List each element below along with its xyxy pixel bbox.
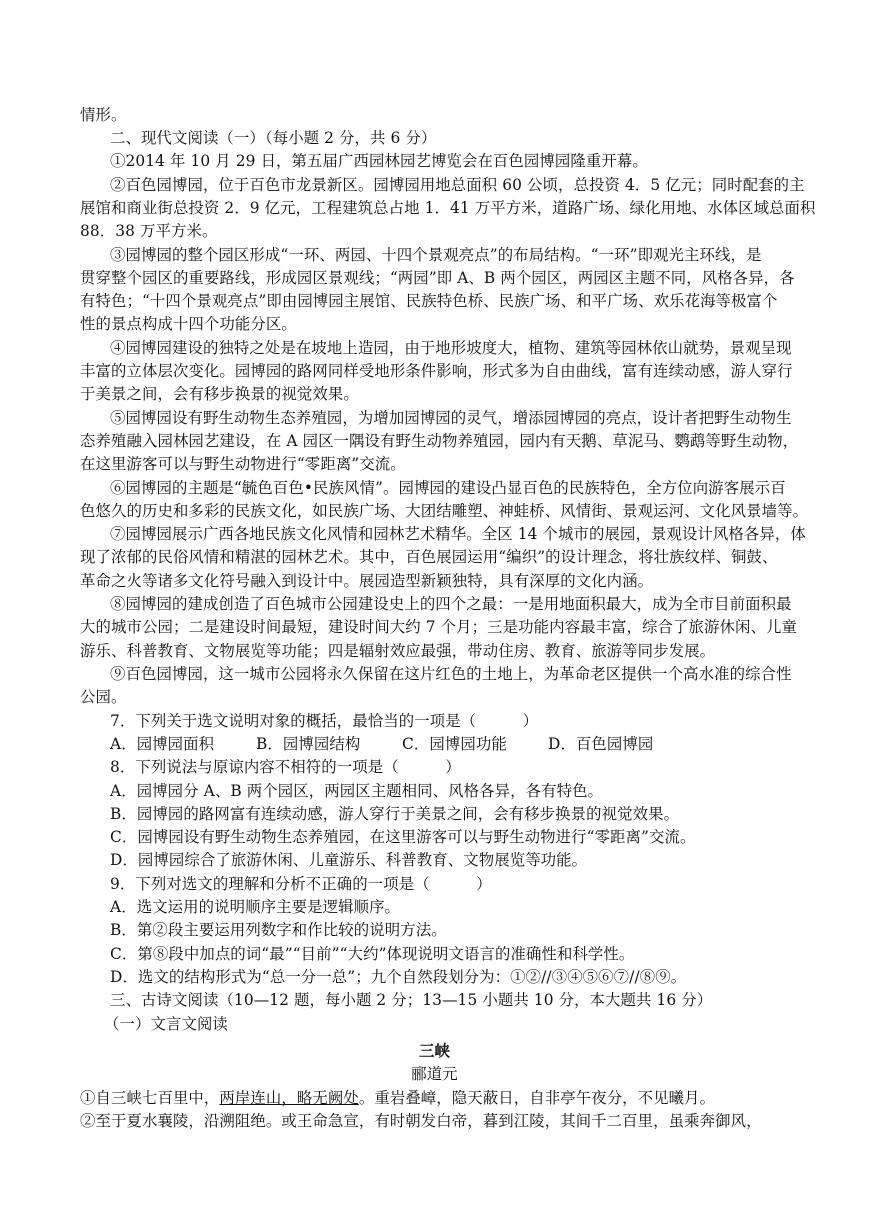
question-8: 8．下列说法与原谅内容不相符的一项是（ ） <box>110 758 461 776</box>
text-line: 情形。 <box>80 106 127 124</box>
classical-paragraph-2: ②至于夏水襄陵，沿溯阻绝。或王命急宣，有时朝发白帝，暮到江陵，其间千二百里，虽乘奔御风， <box>80 1112 762 1130</box>
paragraph-7: ⑦园博园展示广西各地民族文化风情和园林艺术精华。全区 14 个城市的展园，景观设计风格各异，体 <box>110 525 806 543</box>
option-d: D．园博园综合了旅游休闲、儿童游乐、科普教育、文物展览等功能。 <box>110 851 588 869</box>
text-line: 在这里游客可以与野生动物进行“零距离”交流。 <box>80 455 406 473</box>
text-line: 革命之火等诸多文化符号融入到设计中。展园造型新颖独特，具有深厚的文化内涵。 <box>80 572 654 590</box>
question-7: 7．下列关于选文说明对象的概括，最恰当的一项是（ ） <box>110 712 539 730</box>
text-line: 游乐、科普教育、文物展览等功能；四是辐射效应最强，带动住房、教育、旅游等同步发展。 <box>80 642 716 660</box>
text-line: 公园。 <box>80 688 127 706</box>
text-line: 丰富的立体层次变化。园博园的路网同样受地形条件影响，形式多为自由曲线，富有连续动感，游人穿行 <box>80 362 793 380</box>
paragraph-9: ⑨百色园博园，这一城市公园将永久保留在这片红色的土地上，为革命老区提供一个高水准的综合性 <box>110 665 792 683</box>
paragraph-6: ⑥园博园的主题是“毓色百色•民族风情”。园博园的建设凸显百色的民族特色，全方位向游客展示百 <box>110 479 786 497</box>
paragraph-1: ①2014 年 10 月 29 日，第五届广西园林园艺博览会在百色园博园隆重开幕。 <box>110 152 648 170</box>
text-line: 展馆和商业街总投资 2．9 亿元，工程建筑总占地 1．41 万平方米，道路广场、绿化用地、水体区域总面积 <box>80 199 816 217</box>
text-line: 大的城市公园；二是建设时间最短，建设时间大约 7 个月；三是功能内容最丰富，综合了旅游休闲、儿童 <box>80 618 797 636</box>
option-d: D．百色园博园 <box>548 735 654 753</box>
poem-author: 郦道元 <box>411 1065 458 1083</box>
option-b: B．第②段主要运用列数字和作比较的说明方法。 <box>110 921 447 939</box>
question-7-options <box>110 733 822 755</box>
text-line: 于美景之间，会有移步换景的视觉效果。 <box>80 385 359 403</box>
option-b: B．园博园结构 <box>256 735 361 753</box>
text-span: ①自三峡七百里中， <box>80 1089 220 1107</box>
option-d: D．选文的结构形式为“总一分一总”；九个自然段划分为：①②//③④⑤⑥⑦//⑧⑨。 <box>110 968 687 986</box>
underlined-phrase: 两岸连山，略无阙处 <box>219 1089 359 1107</box>
paragraph-3: ③园博园的整个园区形成“一环、两园、十四个景观亮点”的布局结构。“一环”即观光主环线，是 <box>110 246 762 264</box>
section-heading: 二、现代文阅读（一）（每小题 2 分，共 6 分） <box>110 129 437 147</box>
paragraph-8: ⑧园博园的建成创造了百色城市公园建设史上的四个之最：一是用地面积最大，成为全市目前面积最 <box>110 595 792 613</box>
paragraph-5: ⑤园博园设有野生动物生态养殖园，为增加园博园的灵气，增添园博园的亮点，设计者把野生动物生 <box>110 409 792 427</box>
poem-title: 三峡 <box>419 1042 450 1060</box>
subsection-heading: （一）文言文阅读 <box>104 1015 228 1033</box>
section-heading: 三、古诗文阅读（10—12 题，每小题 2 分；13—15 小题共 10 分，本大题共 16 分） <box>110 991 713 1009</box>
option-a: A．选文运用的说明顺序主要是逻辑顺序。 <box>110 898 401 916</box>
text-line: 有特色；“十四个景观亮点”即由园博园主展馆、民族特色桥、民族广场、和平广场、欢乐花海等极富个 <box>80 292 778 310</box>
paragraph-2: ②百色园博园，位于百色市龙景新区。园博园用地总面积 60 公顷，总投资 4．5 亿元；同时配套的主 <box>110 176 805 194</box>
text-line: 色悠久的历史和多彩的民族文化，如民族广场、大团结雕塑、神蛙桥、风情街、景观运河、文化风景墙等。 <box>80 502 809 520</box>
text-line: 贯穿整个园区的重要路线，形成园区景观线；“两园”即 A、B 两个园区，两园区主题不同，风格各异，各 <box>80 269 795 287</box>
option-c: C．园博园功能 <box>402 735 507 753</box>
option-a: A．园博园分 A、B 两个园区，两园区主题相同、风格各异，各有特色。 <box>110 782 604 800</box>
option-c: C．第⑧段中加点的词“最”“目前”“大约”体现说明文语言的准确性和科学性。 <box>110 945 635 963</box>
option-b: B．园博园的路网富有连续动感，游人穿行于美景之间，会有移步换景的视觉效果。 <box>110 805 680 823</box>
classical-paragraph-1 <box>80 1087 792 1109</box>
option-c: C．园博园设有野生动物生态养殖园，在这里游客可以与野生动物进行“零距离”交流。 <box>110 828 696 846</box>
question-9: 9．下列对选文的理解和分析不正确的一项是（ ） <box>110 875 492 893</box>
paragraph-4: ④园博园建设的独特之处是在坡地上造园，由于地形坡度大，植物、建筑等园林依山就势，景观呈现 <box>110 339 792 357</box>
text-line: 88．38 万平方米。 <box>80 222 218 240</box>
option-a: A．园博园面积 <box>110 735 215 753</box>
text-span: 。重岩叠嶂，隐天蔽日，自非亭午夜分，不见曦月。 <box>358 1089 716 1107</box>
text-line: 现了浓郁的民俗风情和精湛的园林艺术。其中，百色展园运用“编织”的设计理念，将壮族纹样、铜鼓、 <box>80 548 778 566</box>
text-line: 性的景点构成十四个功能分区。 <box>80 315 297 333</box>
text-line: 态养殖融入园林园艺建设，在 A 园区一隅设有野生动物养殖园，园内有天鹅、草泥马、鹦鹉等野生动物， <box>80 432 799 450</box>
